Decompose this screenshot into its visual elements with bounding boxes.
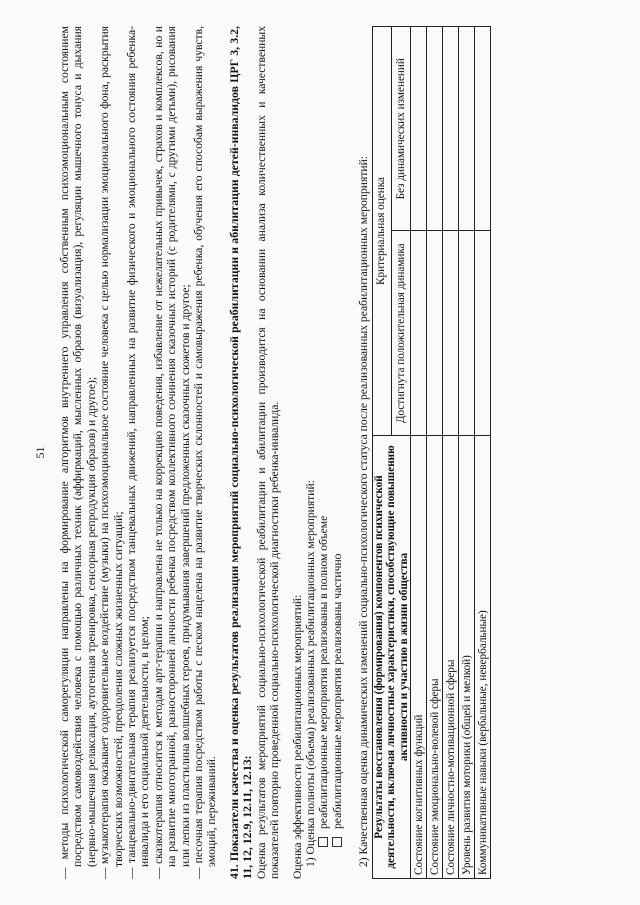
intro-paragraph: Оценка результатов мероприятий социально-психологической реабилитации и абилитации производится на основании анализа количественных и качественных показателей повторно проведенной социально-психологической диагностики ребенка-инвалида. [254, 26, 282, 879]
table-cell-indicator: Коммуникативные навыки (вербальные, невербальные) [475, 435, 491, 878]
page-number: 51 [33, 446, 47, 459]
table-row [427, 27, 443, 879]
table-cell-empty[interactable] [427, 231, 443, 435]
checkbox[interactable] [332, 837, 342, 847]
table-cell-empty[interactable] [443, 27, 459, 232]
table-header-positive: Достигнута положительная динамика [391, 231, 410, 435]
table-cell-indicator: Состояние когнитивных функций [411, 435, 427, 878]
table-cell-empty[interactable] [443, 231, 459, 435]
table-cell-empty[interactable] [475, 231, 491, 435]
checkbox[interactable] [318, 837, 328, 847]
checkbox-option-full [317, 26, 330, 879]
table-cell-empty[interactable] [411, 231, 427, 435]
table-cell-empty[interactable] [475, 27, 491, 232]
table-cell-indicator: Состояние личностно-мотивационной сферы [443, 435, 459, 878]
table-row [443, 27, 459, 879]
results-table [372, 26, 492, 879]
bullet-music-therapy: — музыкотерапия оказывает оздоровительное воздействие (музыки) на психоэмоциональное состояние человека с целью нормализации эмоционального фона, раскрытия творческих возможностей, преодоления сложных жизненных ситуаций; [98, 26, 125, 879]
section-heading: 41. Показатели качества и оценка результатов реализации мероприятий социально-психологической реабилитации и абилитации детей-инвалидов ЦРГ 3, 3.2, 11, 12, 12.9, 12.11, 12.13: [226, 26, 255, 879]
table-row [411, 27, 427, 879]
table-row [459, 27, 475, 879]
bullet-sand-therapy: — песочная терапия посредством работы с песком нацелена на развитие творческих склонностей и самовыражения ребенка, обучения его способам выражения чувств, эмоций, переживаний. [192, 26, 219, 879]
table-row [475, 27, 491, 879]
table-cell-empty[interactable] [411, 27, 427, 232]
table-cell-empty[interactable] [459, 27, 475, 232]
bullet-dance-therapy: — танцевально-двигательная терапия реализуется посредством танцевальных движений, направленных на развитие физического и эмоционального состояния ребенка-инвалида и его социальной деятельности, в целом; [125, 26, 152, 879]
table-cell-empty[interactable] [459, 231, 475, 435]
effectiveness-label: Оценка эффективности реабилитационных мероприятий: [290, 594, 304, 879]
bullet-fairytale-therapy: — сказкотерапия относится к методам арт-терапии и направлена не только на коррекцию поведения, избавление от нежелательных привычек, страхов и комплексов, но и на развитие многогранной, разносторонней личности ребенка посредством коллективного сочинения сказочных историй (с родителями, с другими детьми), рисования или лепки из пластилина волшебных героев, придумывания завершений предложенных сказочных сюжетов и другое; [151, 26, 192, 879]
table-cell-empty[interactable] [427, 27, 443, 232]
table-cell-indicator: Уровень развития моторики (общей и мелкой) [459, 435, 475, 878]
table-header-no-change: Без динамических изменений [391, 27, 410, 232]
table-cell-indicator: Состояние эмоционально-волевой сферы [427, 435, 443, 878]
checkbox-label: реабилитационные мероприятия реализованы частично [330, 553, 344, 829]
item2-label: 2) Качественная оценка динамических изменений социально-психологического статуса после реализованных реабилитационных мероприятий: [357, 155, 371, 867]
checkbox-option-partial [331, 26, 344, 879]
rotated-page-content [20, 20, 620, 885]
item1-label: 1) Оценка полноты (объема) реализованных реабилитационных мероприятий: [303, 480, 317, 867]
bullet-self-regulation: — методы психологической саморегуляции направлены на формирование алгоритмов внутреннего управления собственным психоэмоциональным состоянием посредством самовоздействия человека с помощью различных техник (аффирмаций, мысленных образов (визуализация), регуляции мышечного тонуса и дыхания (нервно-мышечная релаксация, аутогенная тренировка, сенсорная репродукция образов) и другое); [58, 26, 98, 879]
table-header-results: Результаты восстановления (формирования) компонентов психической деятельности, включая личностные характеристики, способствующие повышению активности и участию в жизни общества [372, 435, 411, 878]
table-header-criterial: Критериальная оценка [372, 27, 391, 436]
checkbox-label: реабилитационные мероприятия реализованы в полном объеме [317, 515, 331, 829]
